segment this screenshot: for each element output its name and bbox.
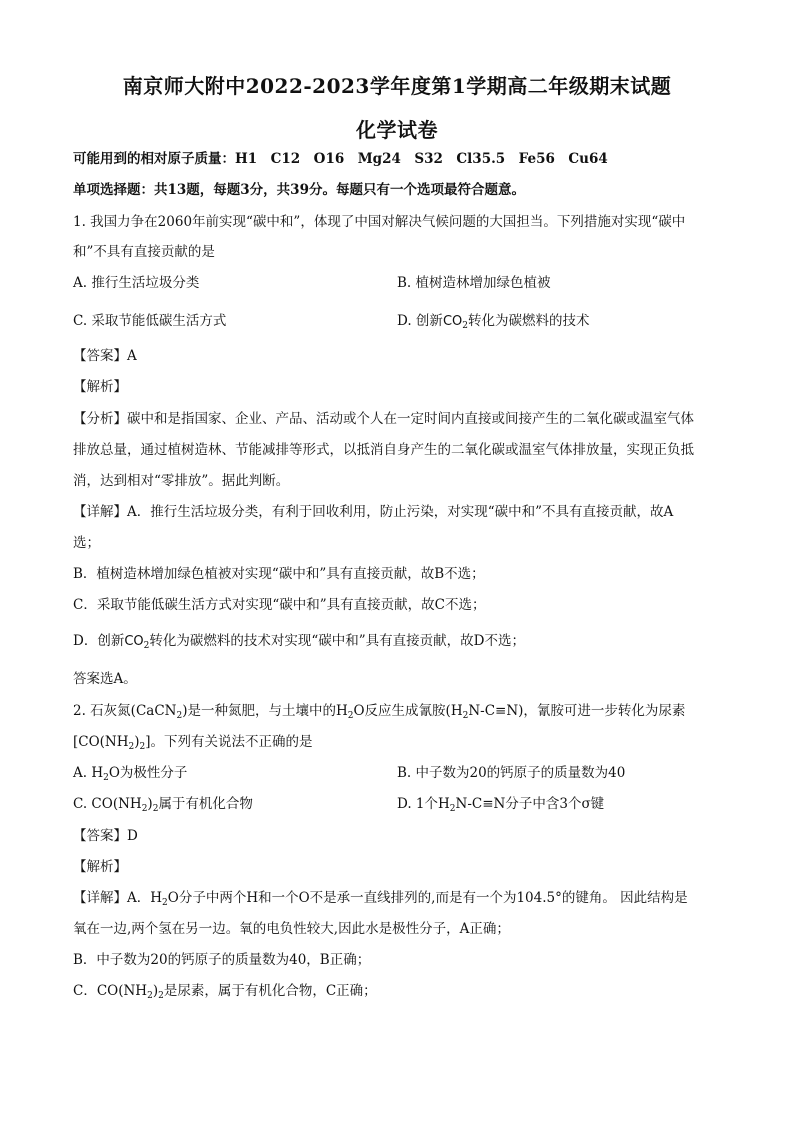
q1-detail-line-1: 【详解】A．推行生活垃圾分类，有利于回收利用，防止污染，对实现“碳中和”不具有直接贡献，故A (73, 504, 674, 520)
q2-analysis-label: 【解析】 (73, 859, 127, 875)
q1-fenxi-line-1: 【分析】碳中和是指国家、企业、产品、活动或个人在一定时间内直接或间接产生的二氧化碳或温室气体 (73, 411, 694, 427)
exam-subtitle: 化学试卷 (356, 118, 438, 142)
q1-answer: 【答案】A (73, 348, 137, 364)
q1-option-c: C. 采取节能低碳生活方式 (73, 313, 227, 329)
q2-option-a: A. $H_2O$为极性分子 (73, 765, 188, 783)
q2-answer: 【答案】D (73, 828, 138, 844)
q1-detail-d: D．创新$CO_2$转化为碳燃料的技术对实现“碳中和”具有直接贡献，故D不选； (73, 633, 526, 651)
section-heading: 单项选择题：共13题，每题3分，共39分。每题只有一个选项最符合题意。 (73, 182, 525, 198)
q1-stem-line-2: 和”不具有直接贡献的是 (73, 244, 215, 260)
q1-stem-line-1: 1. 我国力争在2060年前实现“碳中和”，体现了中国对解决气候问题的大国担当。下列措施对实现“碳中 (73, 214, 686, 230)
q2-option-d: D. 1个$H_2N-C\equiv N$分子中含3个σ键 (397, 796, 605, 814)
q1-option-d: D. 创新$CO_2$转化为碳燃料的技术 (397, 313, 590, 331)
q1-option-a: A. 推行生活垃圾分类 (73, 275, 200, 291)
q2-stem-line-1: 2. 石灰氮(CaCN$_2$)是一种氮肥，与土壤中的$H_2O$反应生成氰胺$(H_2N-C\equiv N)$，氰胺可进一步转化为尿素 (73, 703, 686, 721)
atomic-masses: 可能用到的相对原子质量：H1 C12 O16 Mg24 S32 Cl35.5 Fe56 Cu64 (73, 151, 608, 167)
q1-conclusion: 答案选A。 (73, 671, 137, 687)
q2-option-c: C. $CO(NH_2)_2$属于有机化合物 (73, 796, 253, 814)
q1-fenxi-line-3: 消，达到相对“零排放”。据此判断。 (73, 473, 290, 489)
q1-detail-b: B．植树造林增加绿色植被对实现“碳中和”具有直接贡献，故B不选； (73, 566, 485, 582)
q2-detail-line-2: 氧在一边,两个氢在另一边。氧的电负性较大,因此水是极性分子，A正确； (73, 921, 510, 937)
q2-detail-b: B．中子数为20的钙原子的质量数为40，B正确； (73, 952, 371, 968)
q1-option-b: B. 植树造林增加绿色植被 (397, 275, 551, 291)
q1-fenxi-line-2: 排放总量，通过植树造林、节能减排等形式，以抵消自身产生的二氧化碳或温室气体排放量，实现正负抵 (73, 442, 694, 458)
q2-stem-line-2: $[CO(NH_2)_2]$。下列有关说法不正确的是 (73, 734, 313, 752)
exam-title: 南京师大附中2022-2023学年度第1学期高二年级期末试题 (122, 74, 672, 98)
q1-detail-line-2: 选； (73, 535, 100, 551)
q1-analysis-label: 【解析】 (73, 379, 127, 395)
q2-detail-line-1: 【详解】A．$H_2O$分子中两个H和一个O不是承一直线排列的,而是有一个为104.5°的键角。 因此结构是 (73, 890, 688, 908)
q2-option-b: B. 中子数为20的钙原子的质量数为40 (397, 765, 626, 781)
q2-detail-c: C．$CO(NH_2)_2$是尿素，属于有机化合物，C正确； (73, 983, 377, 1001)
q1-detail-c: C．采取节能低碳生活方式对实现“碳中和”具有直接贡献，故C不选； (73, 597, 486, 613)
